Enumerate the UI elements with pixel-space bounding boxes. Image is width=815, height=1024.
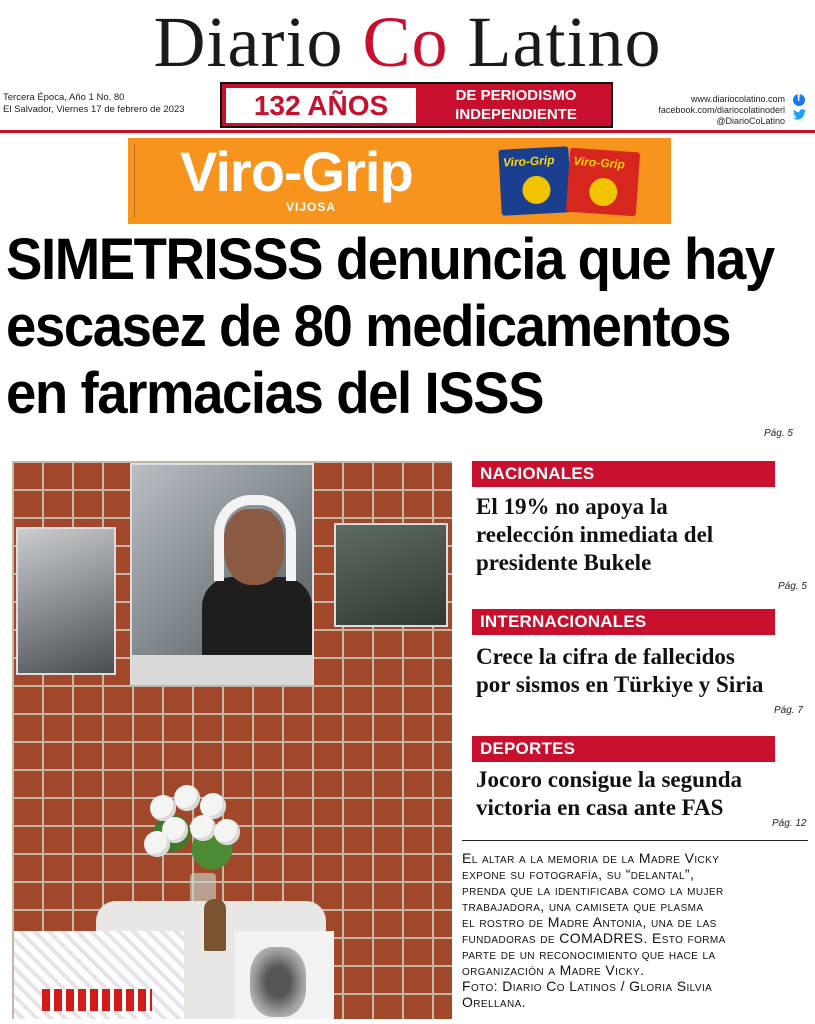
ad-maker: VIJOSA — [286, 200, 337, 214]
section-label: INTERNACIONALES — [480, 612, 647, 631]
social-icons — [793, 94, 807, 120]
statue — [204, 899, 226, 951]
main-headline[interactable]: SIMETRISSS denuncia que hay escasez de 80 medicamentos en farmacias del ISSS — [6, 227, 774, 426]
anniversary-text: DE PERIODISMO INDEPENDIENTE — [455, 87, 577, 123]
page-ref-nacionales: Pág. 5 — [778, 581, 807, 592]
section-internacionales[interactable] — [472, 609, 775, 635]
section-label: DEPORTES — [480, 739, 576, 758]
dateline: El Salvador, Viernes 17 de febrero de 2023 — [3, 104, 185, 115]
newspaper-logo[interactable]: Diario Co Latino — [153, 2, 662, 82]
edition-info — [3, 92, 185, 116]
masthead — [0, 0, 815, 84]
teaser-deportes[interactable]: Jocoro consigue la segunda victoria en casa ante FAS — [476, 767, 743, 820]
twitter-link[interactable]: @DiarioCoLatino — [716, 116, 785, 126]
ad-legal-strip — [134, 144, 146, 218]
facebook-link[interactable]: facebook.com/diariocolatinoderl — [658, 105, 785, 115]
photo-poster-left — [16, 527, 116, 675]
section-deportes[interactable] — [472, 736, 775, 762]
product-box-blue: Viro-Grip — [498, 146, 571, 216]
section-label: NACIONALES — [480, 464, 595, 483]
white-roses — [134, 785, 244, 895]
headline-page-ref: Pág. 5 — [764, 428, 793, 439]
contact-info — [658, 94, 785, 127]
masthead-rule — [0, 130, 815, 133]
photo-portrait-poster — [130, 463, 314, 685]
product-box-red: Viro-Grip — [566, 148, 640, 217]
ad-brand: Viro-Grip — [180, 140, 413, 203]
photo-caption: El altar a la memoria de la Madre Vicky expone su fotografía, su “delantal”, prenda que la identificaba como la mujer trabajadora, una camiseta que plasma el rostro de Madre Antonia, una de las fundadoras de COMADRES. Esto forma parte de un reconocimiento que hace la organización a Madre Vicky. Foto: Diario Co Latinos / Gloria Silvia Orellana. — [462, 850, 726, 1010]
photo-poster-right — [334, 523, 448, 627]
section-nacionales[interactable] — [472, 461, 775, 487]
advertisement[interactable] — [128, 138, 671, 224]
anniversary-number: 132 AÑOS — [226, 88, 416, 123]
website-link[interactable]: www.diariocolatino.com — [690, 94, 785, 104]
facebook-icon[interactable] — [793, 94, 805, 106]
caption-rule — [462, 840, 808, 841]
anniversary-banner — [220, 82, 613, 128]
altar-photo[interactable] — [12, 461, 452, 1019]
logo-co: Co — [362, 2, 449, 82]
teaser-internacionales[interactable]: Crece la cifra de fallecidos por sismos en Türkiye y Siria — [476, 644, 764, 697]
page-ref-deportes: Pág. 12 — [772, 818, 807, 829]
page-ref-internacionales: Pág. 7 — [774, 705, 803, 716]
edition-number: Tercera Época, Año 1 No. 80 — [3, 92, 125, 103]
twitter-icon[interactable] — [793, 109, 806, 120]
teaser-nacionales[interactable]: El 19% no apoya la reelección inmediata del presidente Bukele — [476, 494, 714, 575]
